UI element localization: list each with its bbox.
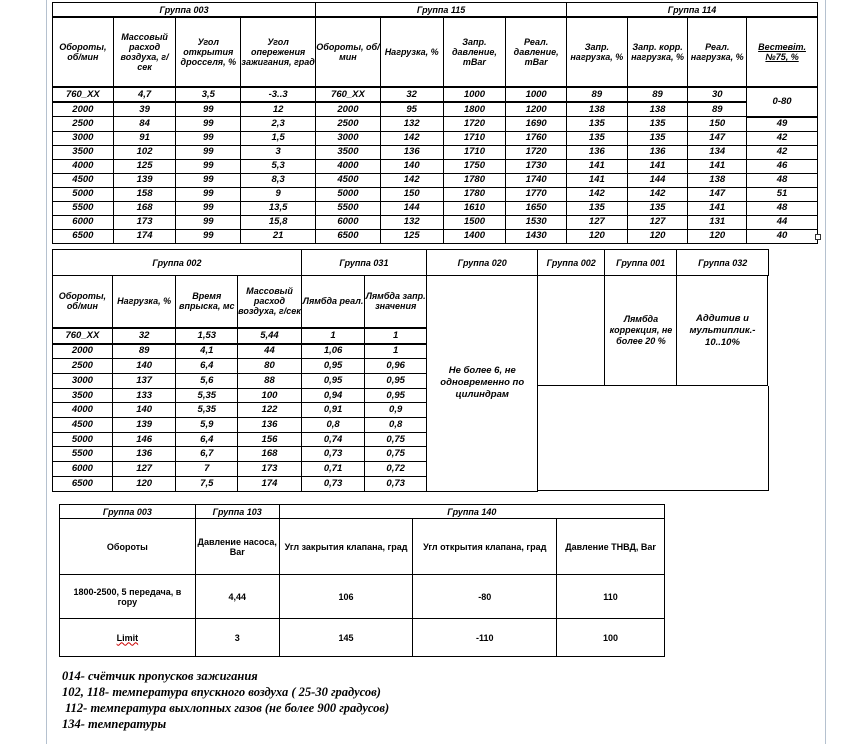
table-cell: 7,5	[176, 476, 238, 491]
table-cell: 136	[566, 145, 627, 159]
table-cell: 49	[747, 117, 818, 132]
table-cell: 1800	[443, 102, 506, 117]
group-header: Группа 002	[53, 250, 302, 276]
table-cell: 158	[113, 187, 176, 201]
table-cell: 0,96	[365, 359, 427, 374]
column-header: Угл закрытия клапана, град	[279, 519, 413, 575]
table-cell: 135	[566, 201, 627, 215]
table-cell: 4500	[316, 173, 381, 187]
table-cell: 1	[301, 328, 365, 344]
table-row	[53, 187, 818, 201]
table-cell: 6500	[53, 476, 113, 491]
table-cell: 0,8	[301, 418, 365, 433]
table-cell: 91	[113, 131, 176, 145]
group-header: Группа 003	[53, 3, 316, 18]
table-cell: 3	[195, 619, 279, 657]
column-header: Запр. давление, mBar	[443, 17, 506, 87]
table-cell: 135	[627, 117, 688, 132]
table-cell: 1710	[443, 145, 506, 159]
table-resize-handle[interactable]	[815, 234, 821, 240]
table-cell: 3000	[53, 131, 114, 145]
table-cell: 133	[112, 388, 176, 403]
group-header: Группа 020	[426, 250, 537, 276]
table-cell: 32	[380, 87, 443, 102]
table-cell: 120	[566, 229, 627, 243]
table-cell: 1400	[443, 229, 506, 243]
table-cell: 21	[241, 229, 316, 243]
table-cell: 5000	[53, 432, 113, 447]
group-header: Группа 002	[538, 250, 604, 276]
table-cell: 0,73	[365, 476, 427, 491]
note-line: 014- счётчик пропусков зажигания	[62, 669, 258, 683]
table-cell: 0,74	[301, 432, 365, 447]
table-cell: 122	[238, 403, 302, 418]
table-cell: 141	[688, 159, 747, 173]
table-cell: 0,95	[365, 388, 427, 403]
table-row	[60, 575, 665, 619]
table-cell: 0,8	[365, 418, 427, 433]
table-cell: 3500	[316, 145, 381, 159]
table-cell: 141	[627, 159, 688, 173]
table-cell: Limit	[60, 619, 196, 657]
table-cell: 0,95	[301, 374, 365, 389]
table-cell: 144	[380, 201, 443, 215]
table-cell: 8,3	[241, 173, 316, 187]
table-cell: 4500	[53, 173, 114, 187]
table-cell: 120	[688, 229, 747, 243]
table-cell: 9	[241, 187, 316, 201]
table-cell: 89	[627, 87, 688, 102]
table-cell: 5,35	[176, 403, 238, 418]
table-cell: 1780	[443, 187, 506, 201]
table-row	[60, 619, 665, 657]
table-cell: 2500	[53, 359, 113, 374]
column-header: Массовый расход воздуха, г/сек	[113, 17, 176, 87]
table-cell: 15,8	[241, 215, 316, 229]
group-032-note: Аддитив и мультиплик.- 10..10%	[677, 276, 768, 386]
table-cell: 3,5	[176, 87, 241, 102]
column-header: Обороты, об/мин	[53, 276, 113, 328]
table-cell: 0,75	[365, 447, 427, 462]
table-cell: 13,5	[241, 201, 316, 215]
column-header: Вестевіт. №75, %	[747, 17, 818, 87]
table-cell: 102	[113, 145, 176, 159]
table-cell: 173	[238, 462, 302, 477]
table-cell: 120	[112, 476, 176, 491]
table-cell: 1650	[506, 201, 567, 215]
table-cell: 147	[688, 131, 747, 145]
table-cell: 141	[566, 159, 627, 173]
table-row	[53, 215, 818, 229]
table-cell: 173	[113, 215, 176, 229]
table-cell: 139	[112, 418, 176, 433]
table-cell: 0,71	[301, 462, 365, 477]
table-cell: 141	[688, 201, 747, 215]
table-cell: 1,53	[176, 328, 238, 344]
group-002-empty-cell	[538, 276, 605, 386]
table-cell: 44	[747, 215, 818, 229]
table-cell: 0,95	[301, 359, 365, 374]
table-cell: 5000	[316, 187, 381, 201]
table-cell: 42	[747, 131, 818, 145]
table-cell: 89	[112, 344, 176, 359]
table-group-003-115-114	[52, 2, 818, 244]
table-cell: 139	[113, 173, 176, 187]
table-cell: 144	[627, 173, 688, 187]
column-header: Нагрузка, %	[380, 17, 443, 87]
table-cell: 4,1	[176, 344, 238, 359]
table-cell: 1500	[443, 215, 506, 229]
table-cell: 106	[279, 575, 413, 619]
notes-list	[62, 668, 389, 732]
table-cell: 30	[688, 87, 747, 102]
table-cell: 39	[113, 102, 176, 117]
table-cell: 0-80	[747, 87, 818, 117]
table-cell: 1,06	[301, 344, 365, 359]
table-cell: 32	[112, 328, 176, 344]
group-header: Группа 140	[279, 505, 664, 519]
table-cell: 6,4	[176, 359, 238, 374]
table-cell: 2500	[316, 117, 381, 132]
table-cell: 131	[688, 215, 747, 229]
table-row	[53, 102, 818, 117]
column-header: Нагрузка, %	[112, 276, 176, 328]
table-cell: 760_XX	[316, 87, 381, 102]
table-cell: 127	[566, 215, 627, 229]
table-cell: 99	[176, 145, 241, 159]
table-cell: 135	[566, 117, 627, 132]
table-cell: 3	[241, 145, 316, 159]
table-cell: 99	[176, 229, 241, 243]
table-cell: 5,35	[176, 388, 238, 403]
table-cell: 150	[688, 117, 747, 132]
table-cell: 6000	[53, 215, 114, 229]
table-cell: 6,7	[176, 447, 238, 462]
table-row	[53, 159, 818, 173]
table-cell: 5000	[53, 187, 114, 201]
table-cell: 1750	[443, 159, 506, 173]
table-cell: 3500	[53, 145, 114, 159]
table-cell: 3000	[53, 374, 113, 389]
table-cell: 156	[238, 432, 302, 447]
table-cell: 1430	[506, 229, 567, 243]
table-cell: 1740	[506, 173, 567, 187]
table-cell: 138	[688, 173, 747, 187]
table-cell: 141	[566, 173, 627, 187]
table-cell: 2000	[53, 344, 113, 359]
table-cell: 1530	[506, 215, 567, 229]
group-header: Группа 115	[316, 3, 567, 18]
column-header: Время впрыска, мс	[176, 276, 238, 328]
table-cell: 6000	[316, 215, 381, 229]
table-cell: 5,3	[241, 159, 316, 173]
table-cell: 134	[688, 145, 747, 159]
table-cell: 4,44	[195, 575, 279, 619]
column-header: Лямбда запр. значения	[365, 276, 427, 328]
table-cell: 2000	[316, 102, 381, 117]
table-cell: 1690	[506, 117, 567, 132]
table-cell: 1610	[443, 201, 506, 215]
column-header: Реал. нагрузка, %	[688, 17, 747, 87]
table-cell: 135	[566, 131, 627, 145]
table-row	[53, 229, 818, 243]
table-cell: 174	[238, 476, 302, 491]
table-cell: 110	[557, 575, 665, 619]
table-cell: 120	[627, 229, 688, 243]
table-cell: 3000	[316, 131, 381, 145]
table-cell: 42	[747, 145, 818, 159]
table-cell: 7	[176, 462, 238, 477]
table-cell: 5500	[53, 447, 113, 462]
table-row	[53, 201, 818, 215]
table-cell: 174	[113, 229, 176, 243]
table-cell: 6000	[53, 462, 113, 477]
table-cell: 5500	[316, 201, 381, 215]
table-cell: 1730	[506, 159, 567, 173]
table-cell: -3..3	[241, 87, 316, 102]
column-header: Обороты	[60, 519, 196, 575]
table-cell: 4000	[53, 403, 113, 418]
group-header: Группа 032	[677, 250, 769, 276]
table-cell: 6500	[53, 229, 114, 243]
table-cell: 100	[557, 619, 665, 657]
column-header: Давление ТНВД, Bar	[557, 519, 665, 575]
note-line: 112- температура выхлопных газов (не более 900 градусов)	[62, 701, 390, 715]
table-cell: 140	[380, 159, 443, 173]
table-cell: 0,95	[365, 374, 427, 389]
table-cell: 1	[365, 328, 427, 344]
table-cell: 2,3	[241, 117, 316, 132]
table-cell: 0,75	[365, 432, 427, 447]
table-cell: 1800-2500, 5 передача, в гору	[60, 575, 196, 619]
table-cell: 0,73	[301, 476, 365, 491]
table-cell: 127	[627, 215, 688, 229]
table-cell: 5,9	[176, 418, 238, 433]
table-cell: -110	[413, 619, 557, 657]
table-cell: 147	[688, 187, 747, 201]
table-cell: 1710	[443, 131, 506, 145]
table-cell: 99	[176, 159, 241, 173]
table-cell: 140	[112, 403, 176, 418]
table-cell: 5500	[53, 201, 114, 215]
column-header: Запр. корр. нагрузка, %	[627, 17, 688, 87]
column-header: Угл открытия клапана, град	[413, 519, 557, 575]
table-cell: 1,5	[241, 131, 316, 145]
table-cell: 88	[238, 374, 302, 389]
column-header: Запр. нагрузка, %	[566, 17, 627, 87]
table-cell: 89	[688, 102, 747, 117]
table-row	[53, 117, 818, 132]
group-header: Группа 003	[60, 505, 196, 519]
table-cell: 0,9	[365, 403, 427, 418]
table-group-003-103-140	[59, 504, 665, 657]
column-header: Лямбда реал.	[301, 276, 365, 328]
group-001-note: Лямбда коррекция, не более 20 %	[605, 276, 677, 386]
table-cell: 1200	[506, 102, 567, 117]
table-cell: 142	[627, 187, 688, 201]
table-cell: 4000	[316, 159, 381, 173]
table-cell: 0,91	[301, 403, 365, 418]
column-header: Обороты, об/мин	[316, 17, 381, 87]
table-row	[53, 173, 818, 187]
group-020-note: Не более 6, не одновременно по цилиндрам	[426, 276, 537, 492]
table-cell: 51	[747, 187, 818, 201]
table-cell: 100	[238, 388, 302, 403]
column-header: Реал. давление, mBar	[506, 17, 567, 87]
table-cell: 0,94	[301, 388, 365, 403]
note-line: 102, 118- температура впускного воздуха ( 25-30 градусов)	[62, 685, 381, 699]
column-header: Угол опережения зажигания, град	[241, 17, 316, 87]
table-group-002-031-020	[52, 249, 769, 492]
table-cell: 760_XX	[53, 328, 113, 344]
table-cell: 1760	[506, 131, 567, 145]
table-cell: 99	[176, 215, 241, 229]
table-cell: 142	[380, 131, 443, 145]
column-header: Обороты, об/мин	[53, 17, 114, 87]
table-cell: 0,73	[301, 447, 365, 462]
table-cell: 145	[279, 619, 413, 657]
table-cell: 4500	[53, 418, 113, 433]
table-cell: -80	[413, 575, 557, 619]
column-header: Угол открытия дросселя, %	[176, 17, 241, 87]
empty-area	[538, 386, 768, 491]
table-cell: 12	[241, 102, 316, 117]
table-cell: 136	[238, 418, 302, 433]
table-row	[53, 87, 818, 102]
table-cell: 84	[113, 117, 176, 132]
table-cell: 99	[176, 102, 241, 117]
table-cell: 142	[380, 173, 443, 187]
table-cell: 1770	[506, 187, 567, 201]
table-cell: 125	[113, 159, 176, 173]
group-header: Группа 103	[195, 505, 279, 519]
table-cell: 138	[566, 102, 627, 117]
table-cell: 1720	[443, 117, 506, 132]
table-cell: 150	[380, 187, 443, 201]
table-cell: 136	[627, 145, 688, 159]
table-cell: 4000	[53, 159, 114, 173]
table-cell: 2500	[53, 117, 114, 132]
table-cell: 48	[747, 173, 818, 187]
table-cell: 1000	[443, 87, 506, 102]
table-cell: 99	[176, 173, 241, 187]
table-row	[53, 145, 818, 159]
group-header: Группа 114	[566, 3, 817, 18]
table-cell: 2000	[53, 102, 114, 117]
table-cell: 4,7	[113, 87, 176, 102]
table-cell: 44	[238, 344, 302, 359]
table-cell: 99	[176, 131, 241, 145]
table-cell: 140	[112, 359, 176, 374]
table-cell: 95	[380, 102, 443, 117]
table-cell: 136	[380, 145, 443, 159]
table-cell: 1720	[506, 145, 567, 159]
table-cell: 1780	[443, 173, 506, 187]
table-cell: 46	[747, 159, 818, 173]
table-cell: 135	[627, 201, 688, 215]
table-cell: 146	[112, 432, 176, 447]
table-cell: 48	[747, 201, 818, 215]
table-row	[53, 131, 818, 145]
table-cell: 125	[380, 229, 443, 243]
table-cell: 142	[566, 187, 627, 201]
table-cell: 99	[176, 187, 241, 201]
column-header: Массовый расход воздуха, г/сек	[238, 276, 302, 328]
group-header: Группа 001	[604, 250, 676, 276]
table-cell: 89	[566, 87, 627, 102]
table-cell: 132	[380, 215, 443, 229]
table-cell: 99	[176, 201, 241, 215]
table-cell: 1000	[506, 87, 567, 102]
table-cell: 168	[238, 447, 302, 462]
note-line: 134- температуры	[62, 717, 167, 731]
table-cell: 5,6	[176, 374, 238, 389]
table-cell: 6500	[316, 229, 381, 243]
table-cell: 132	[380, 117, 443, 132]
table-cell: 168	[113, 201, 176, 215]
right-panel	[538, 276, 769, 492]
table-cell: 0,72	[365, 462, 427, 477]
table-cell: 137	[112, 374, 176, 389]
table-cell: 40	[747, 229, 818, 243]
table-cell: 760_XX	[53, 87, 114, 102]
table-cell: 138	[627, 102, 688, 117]
table-cell: 136	[112, 447, 176, 462]
table-cell: 3500	[53, 388, 113, 403]
table-cell: 80	[238, 359, 302, 374]
table-cell: 135	[627, 131, 688, 145]
group-header: Группа 031	[301, 250, 426, 276]
table-cell: 99	[176, 117, 241, 132]
table-cell: 6,4	[176, 432, 238, 447]
table-cell: 5,44	[238, 328, 302, 344]
table-cell: 127	[112, 462, 176, 477]
column-header: Давление насоса, Bar	[195, 519, 279, 575]
table-cell: 1	[365, 344, 427, 359]
